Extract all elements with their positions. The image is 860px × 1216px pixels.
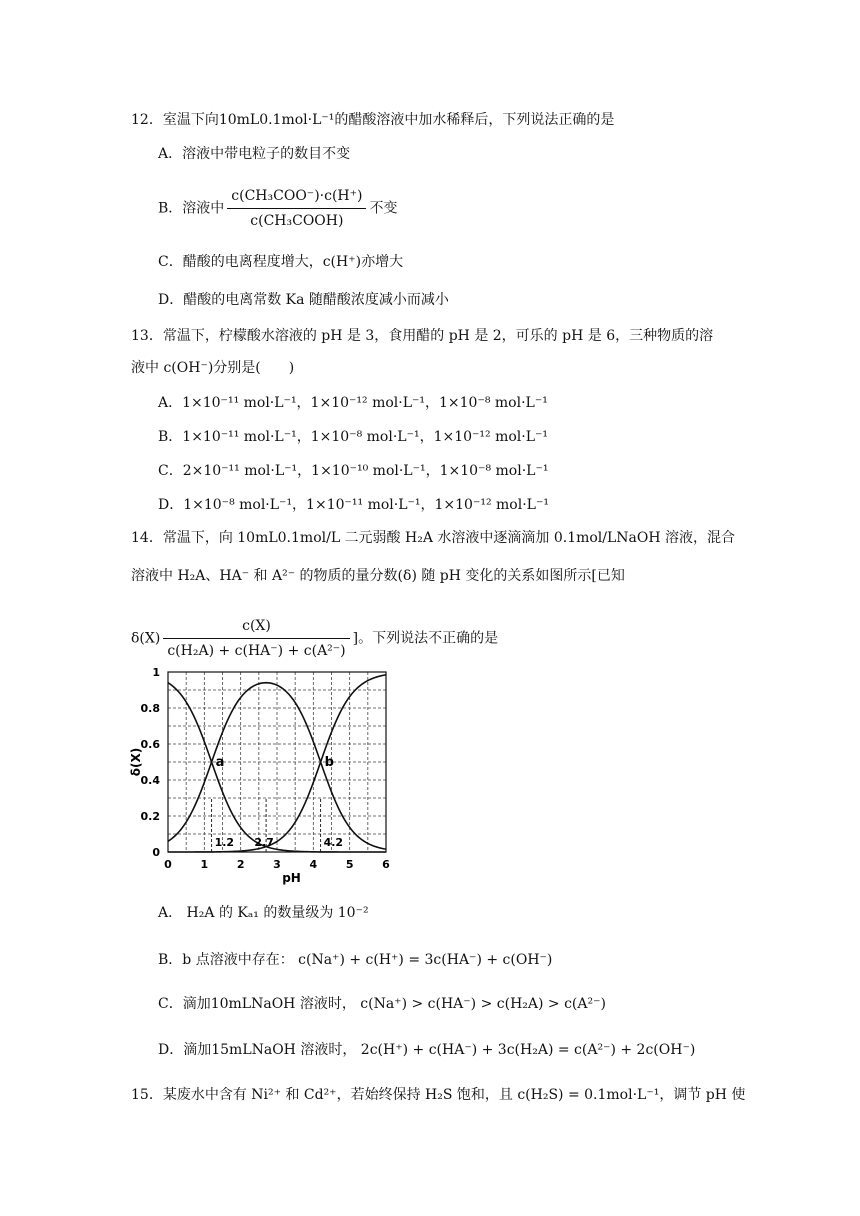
x-tick-label: 2 — [236, 858, 245, 871]
y-axis-label: δ(X) — [129, 747, 143, 777]
y-tick-label: 0 — [152, 846, 160, 859]
q14-option-a: A． H₂A 的 Kₐ₁ 的数量级为 10⁻² — [158, 905, 369, 921]
x-tick-label: 0 — [164, 858, 172, 871]
q14-def-fraction — [163, 616, 349, 661]
q12-option-b-denominator: c(CH₃COOH) — [250, 213, 344, 229]
q12-stem: 12．室温下向10mL0.1mol·L⁻¹的醋酸溶液中加水稀释后，下列说法正确的是 — [131, 112, 615, 128]
x-axis-label: pH — [282, 871, 301, 885]
q14-stem-line2: 溶液中 H₂A、HA⁻ 和 A²⁻ 的物质的量分数(δ) 随 pH 变化的关系如图所示[已知 — [131, 568, 625, 584]
q12-option-c: C．醋酸的电离程度增大，c(H⁺)亦增大 — [158, 254, 404, 270]
y-tick-label: 0.8 — [140, 702, 160, 715]
point-label-b: b — [324, 755, 334, 770]
q12-option-b-prefix: B．溶液中 — [158, 200, 225, 217]
q13-option-d: D．1×10⁻⁸ mol·L⁻¹，1×10⁻¹¹ mol·L⁻¹，1×10⁻¹² mol·L⁻¹ — [158, 497, 549, 513]
q13-stem-line2: 液中 c(OH⁻)分别是( ) — [131, 360, 295, 376]
q12-option-b-fraction — [227, 186, 366, 231]
q13-option-a: A．1×10⁻¹¹ mol·L⁻¹，1×10⁻¹² mol·L⁻¹，1×10⁻⁸ mol·L⁻¹ — [158, 395, 548, 411]
x-tick-label: 1 — [200, 858, 209, 871]
q14-option-c: C．滴加10mLNaOH 溶液时， c(Na⁺) > c(HA⁻) > c(H₂A) > c(A²⁻) — [158, 996, 606, 1012]
x-tick-label: 6 — [382, 858, 390, 871]
q12-option-d: D．醋酸的电离常数 Ka 随醋酸浓度减小而减小 — [158, 292, 449, 308]
q14-def-prefix: δ(X) — [131, 630, 161, 647]
x-tick-label: 4 — [309, 858, 318, 871]
q13-stem-line1: 13．常温下，柠檬酸水溶液的 pH 是 3，食用醋的 pH 是 2，可乐的 pH 是 6，三种物质的溶 — [131, 328, 714, 344]
point-label-a: a — [215, 755, 225, 770]
x-tick-label: 5 — [345, 858, 354, 871]
marker-label: 4.2 — [323, 836, 344, 849]
distribution-chart — [128, 660, 398, 885]
y-tick-label: 1 — [152, 666, 160, 679]
q12-option-b-suffix: 不变 — [369, 200, 398, 217]
q12-option-b-numerator: c(CH₃COO⁻)·c(H⁺) — [227, 186, 366, 209]
q13-option-c: C．2×10⁻¹¹ mol·L⁻¹，1×10⁻¹⁰ mol·L⁻¹，1×10⁻⁸ mol·L⁻¹ — [158, 463, 549, 479]
q12-option-a: A．溶液中带电粒子的数目不变 — [158, 146, 351, 162]
marker-label: 1.2 — [214, 836, 235, 849]
q15-stem: 15．某废水中含有 Ni²⁺ 和 Cd²⁺，若始终保持 H₂S 饱和，且 c(H₂S) = 0.1mol·L⁻¹，调节 pH 使 — [131, 1087, 746, 1103]
y-tick-label: 0.4 — [140, 774, 160, 787]
q13-option-b: B．1×10⁻¹¹ mol·L⁻¹，1×10⁻⁸ mol·L⁻¹，1×10⁻¹² mol·L⁻¹ — [158, 429, 549, 445]
q14-definition — [131, 616, 498, 661]
q14-def-numerator: c(X) — [163, 616, 349, 639]
q14-option-d: D．滴加15mLNaOH 溶液时， 2c(H⁺) + c(HA⁻) + 3c(H₂A) = c(A²⁻) + 2c(OH⁻) — [158, 1042, 696, 1058]
y-tick-label: 0.6 — [140, 738, 160, 751]
marker-label: 2.7 — [254, 836, 274, 849]
x-tick-label: 3 — [273, 858, 281, 871]
q12-option-b — [158, 186, 397, 231]
q14-option-b: B．b 点溶液中存在： c(Na⁺) + c(H⁺) = 3c(HA⁻) + c(OH⁻) — [158, 952, 553, 968]
q14-def-denominator: c(H₂A) + c(HA⁻) + c(A²⁻) — [167, 643, 346, 659]
y-tick-label: 0.2 — [140, 810, 160, 823]
q14-def-suffix: ]。下列说法不正确的是 — [352, 630, 499, 647]
q14-stem-line1: 14．常温下，向 10mL0.1mol/L 二元弱酸 H₂A 水溶液中逐滴滴加 0.1mol/LNaOH 溶液，混合 — [131, 530, 736, 546]
